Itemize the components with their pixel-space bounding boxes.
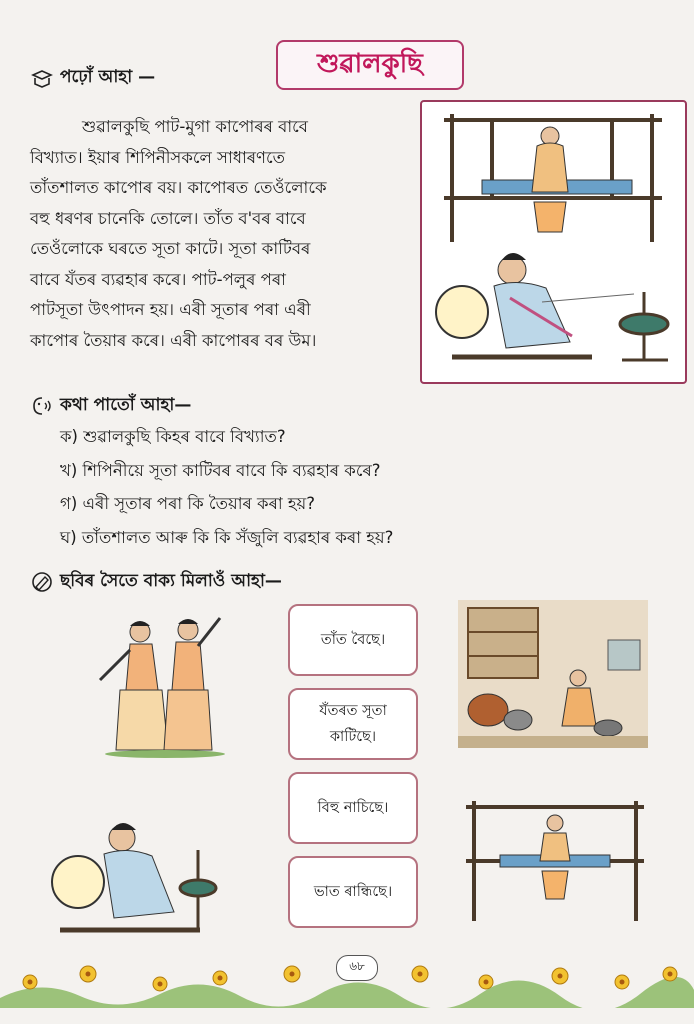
- talk-heading-text: কথা পাতোঁ আহা—: [60, 395, 192, 415]
- question-item: ক) শুৱালকুছি কিহৰ বাবে বিখ্যাত?: [60, 427, 286, 446]
- question-item: ঘ) তাঁতশালত আৰু কি কি সঁজুলি ব্যৱহাৰ কৰা হয়?: [60, 527, 394, 547]
- paragraph-line: পাটসূতা উৎপাদন হয়। এৰী সূতাৰ পৰা এৰী: [30, 300, 311, 319]
- bihu-dance-picture: [90, 610, 240, 760]
- sentence-card-text: ভাত ৰান্ধিছে।: [313, 884, 393, 900]
- match-section-heading: [30, 568, 282, 596]
- spinning-wheel-picture: [40, 800, 220, 940]
- sentence-card[interactable]: [288, 772, 418, 844]
- paragraph-line: বিখ্যাত। ইয়াৰ শিপিনীসকলে সাধাৰণতে: [30, 147, 286, 167]
- weaving-illustration-frame: [420, 100, 687, 384]
- paragraph-line: বাবে যঁতৰ ব্যৱহাৰ কৰে। পাট-পলুৰ পৰা: [30, 269, 286, 289]
- read-section-heading: [30, 64, 155, 92]
- question-item: খ) শিপিনীয়ে সূতা কাটিবৰ বাবে কি ব্যৱহাৰ কৰে?: [60, 460, 381, 480]
- spinning-wheel-illustration: [40, 800, 220, 940]
- talk-section-heading: [30, 392, 191, 420]
- page-number: ৬৮: [336, 955, 378, 981]
- paragraph-line: শুৱালকুছি পাট-মুগা কাপোৰৰ বাবে: [82, 117, 308, 136]
- sentence-card-text: বিহু নাচিছে।: [317, 800, 389, 816]
- cooking-picture: [458, 600, 648, 748]
- sentence-card[interactable]: [288, 856, 418, 928]
- kitchen-cooking-illustration: [458, 600, 648, 748]
- question-list: [60, 420, 490, 554]
- reading-paragraph: [30, 112, 418, 356]
- paragraph-line: কাপোৰ তৈয়াৰ কৰে। এৰী কাপোৰৰ বৰ উম।: [30, 330, 317, 350]
- paragraph-line: তাঁতশালত কাপোৰ বয়। কাপোৰত তেওঁলোকে: [30, 178, 327, 197]
- loom-picture: [460, 795, 650, 925]
- page-title: শুৱালকুছি: [276, 40, 464, 90]
- loom-and-spinning-wheel-illustration: [422, 102, 685, 382]
- match-heading-text: ছবিৰ সৈতে বাক্য মিলাওঁ আহা—: [60, 571, 282, 591]
- weaving-loom-illustration: [460, 795, 650, 925]
- question-item: গ) এৰী সূতাৰ পৰা কি তৈয়াৰ কৰা হয়?: [60, 494, 316, 513]
- read-heading-text: পঢ়োঁ আহা —: [60, 67, 156, 87]
- book-icon: [30, 67, 54, 89]
- sentence-card[interactable]: [288, 688, 418, 760]
- speaking-face-icon: [30, 395, 54, 417]
- sentence-card-text: তাঁত বৈছে।: [320, 632, 386, 648]
- pencil-icon: [30, 571, 54, 593]
- sentence-card[interactable]: [288, 604, 418, 676]
- bihu-dancers-illustration: [90, 610, 240, 760]
- paragraph-line: বহু ধৰণৰ চানেকি তোলে। তাঁত ব'বৰ বাবে: [30, 208, 306, 228]
- sentence-card-text: যঁতৰত সূতা কাটিছে।: [319, 703, 387, 745]
- paragraph-line: তেওঁলোকে ঘৰতে সূতা কাটে। সূতা কাটিবৰ: [30, 239, 311, 258]
